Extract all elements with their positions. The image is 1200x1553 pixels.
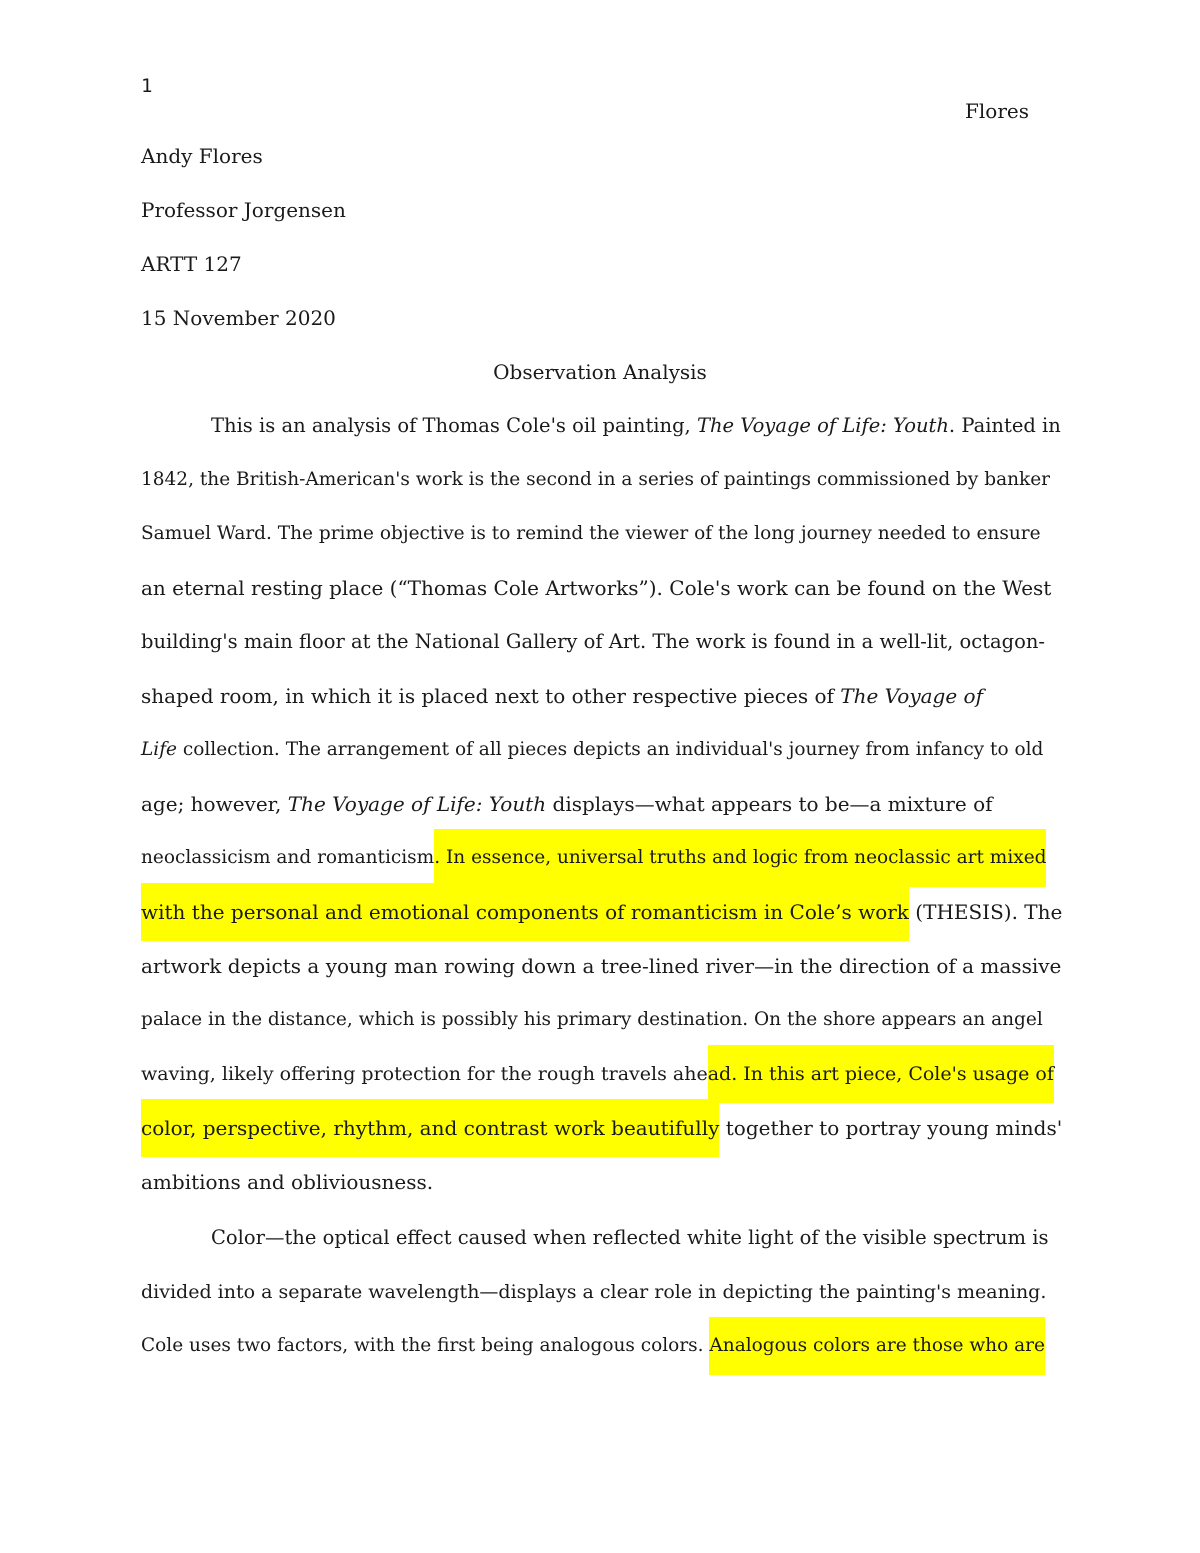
course-code: ARTT 127 — [141, 252, 242, 276]
page-number: 1 — [141, 75, 153, 97]
italic-title: The Voyage of — [840, 684, 983, 708]
text-run: shaped room, in which it is placed next to other respective pieces of — [141, 684, 841, 708]
text-line: ambitions and obliviousness. — [141, 1170, 434, 1194]
paper-title: Observation Analysis — [493, 360, 707, 384]
paragraph-2 — [141, 1211, 1061, 1373]
italic-title: The Voyage of Life: Youth — [287, 792, 547, 816]
italic-title: Life — [141, 739, 177, 760]
text-line — [141, 1101, 1061, 1155]
text-run: age; however, — [141, 792, 288, 816]
text-line: building's main floor at the National Gallery of Art. The work is found in a well-lit, octagon- — [141, 630, 1045, 653]
highlighted-text: Analogous colors are those who are — [709, 1317, 1045, 1375]
text-run: together to portray young minds' — [719, 1116, 1063, 1140]
highlighted-text: . In essence, universal truths and logic from neoclassic art mixed — [434, 829, 1046, 887]
italic-title: The Voyage of Life: Youth — [696, 414, 949, 437]
running-head: Flores — [965, 99, 1029, 123]
text-line: Color—the optical effect caused when reflected white light of the visible spectrum is — [211, 1226, 1049, 1249]
highlighted-text: color, perspective, rhythm, and contrast work beautifully — [141, 1099, 719, 1157]
text-line: Samuel Ward. The prime objective is to remind the viewer of the long journey needed to ensure — [141, 523, 1041, 544]
text-run: . Painted in — [948, 414, 1061, 437]
text-run: waving, likely offering protection for the rough travels ahe — [141, 1063, 708, 1085]
text-run: (THESIS). The — [908, 900, 1063, 924]
paragraph-1 — [141, 399, 1061, 1209]
paper-date: 15 November 2020 — [141, 306, 336, 330]
text-run: Cole uses two factors, with the first being analogous colors. — [141, 1335, 710, 1356]
mla-heading — [141, 143, 346, 359]
student-name: Andy Flores — [141, 144, 263, 168]
text-run: collection. The arrangement of all pieces depicts an individual's journey from infancy to old — [177, 739, 1044, 760]
text-run: This is an analysis of Thomas Cole's oil painting, — [211, 414, 697, 437]
text-line: palace in the distance, which is possibly his primary destination. On the shore appears an angel — [141, 1009, 1043, 1030]
text-line: artwork depicts a young man rowing down a tree-lined river—in the direction of a massive — [141, 954, 1062, 978]
text-line: 1842, the British-American's work is the second in a series of paintings commissioned by banker — [141, 469, 1051, 490]
text-run: neoclassicism and romanticism — [141, 847, 435, 868]
highlighted-text: with the personal and emotional components of romanticism in Cole’s work — [141, 883, 909, 941]
text-line — [141, 399, 1061, 453]
text-line — [141, 885, 1061, 939]
text-line: an eternal resting place (“Thomas Cole Artworks”). Cole's work can be found on the West — [141, 576, 1052, 600]
text-run: displays—what appears to be—a mixture of — [546, 792, 993, 816]
text-line — [141, 1047, 1061, 1101]
highlighted-text: ad. In this art piece, Cole's usage of — [708, 1045, 1054, 1103]
text-line — [141, 777, 1061, 831]
professor-name: Professor Jorgensen — [141, 198, 346, 222]
text-line — [141, 669, 1061, 723]
text-line — [141, 1319, 1061, 1373]
text-line: divided into a separate wavelength—displays a clear role in depicting the painting's meaning. — [141, 1281, 1047, 1303]
text-line — [141, 723, 1061, 777]
text-line — [141, 831, 1061, 885]
